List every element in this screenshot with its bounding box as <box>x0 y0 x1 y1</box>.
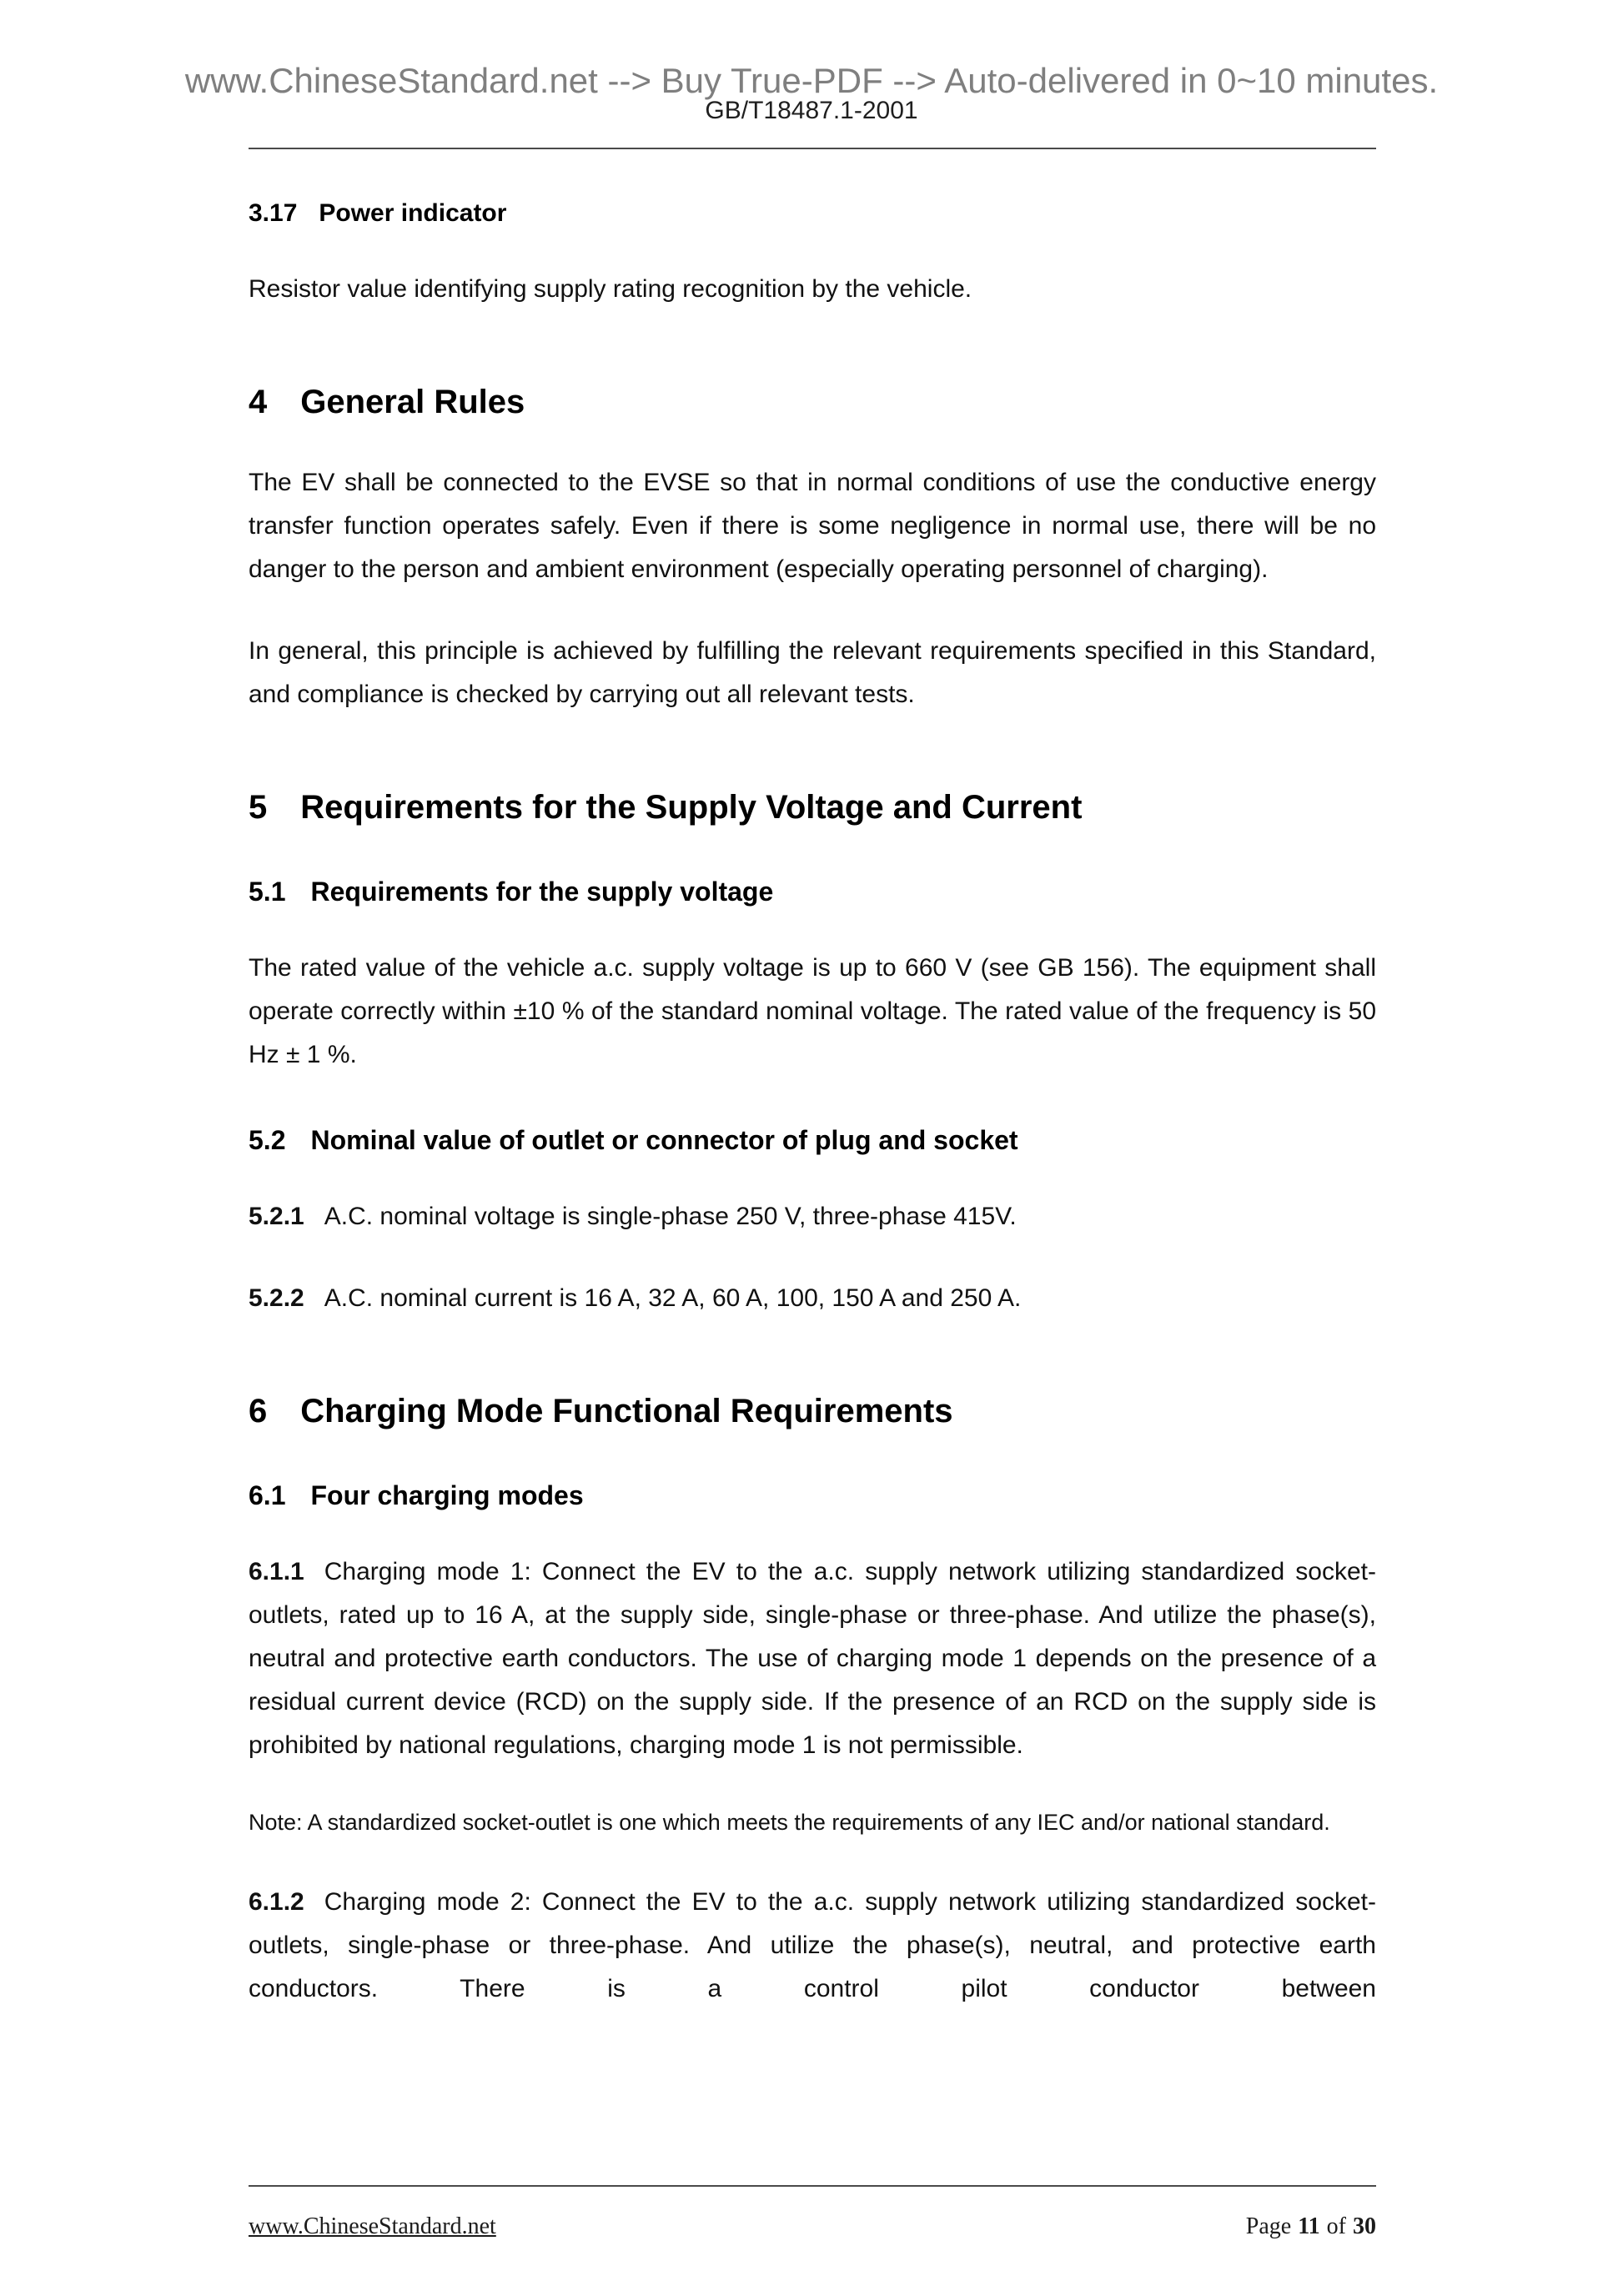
watermark-text: www.ChineseStandard.net --> Buy True-PDF --> Auto-delivered in 0~10 minutes. <box>184 61 1439 100</box>
section-heading-5-2 <box>249 1123 1376 1157</box>
page-header <box>0 0 1623 149</box>
section-title: Four charging modes <box>310 1480 584 1510</box>
clause-text: A.C. nominal voltage is single-phase 250 V, three-phase 415V. <box>324 1203 1017 1230</box>
clause-text: A.C. nominal current is 16 A, 32 A, 60 A, 100, 150 A and 250 A. <box>324 1284 1022 1312</box>
paragraph-5-2-2 <box>249 1277 1376 1320</box>
paragraph-6-1-2 <box>249 1881 1376 2011</box>
section-number: 6 <box>249 1393 268 1429</box>
page-indicator <box>1246 2213 1376 2240</box>
section-title: Power indicator <box>319 199 507 227</box>
section-heading-6-1 <box>249 1479 1376 1512</box>
section-number: 4 <box>249 384 268 420</box>
paragraph-4b: In general, this principle is achieved by fulfilling the relevant requirements specified in this Standard, and compliance is checked by carrying out all relevant tests. <box>249 637 1376 708</box>
footer-site-link[interactable]: www.ChineseStandard.net <box>249 2213 496 2239</box>
paragraph-6-1-1 <box>249 1550 1376 1767</box>
paragraph-5-1: The rated value of the vehicle a.c. supply voltage is up to 660 V (see GB 156). The equipment shall operate correctly within ±10 % of the standard nominal voltage. The rated value of the frequency is 50 Hz ± 1 %. <box>249 954 1376 1068</box>
section-heading-6 <box>249 1390 1376 1432</box>
section-title: Requirements for the supply voltage <box>310 877 774 907</box>
section-heading-5 <box>249 786 1376 828</box>
doc-number: GB/T18487.1-2001 <box>705 97 918 124</box>
section-number: 5.2 <box>249 1125 286 1155</box>
note-paragraph: Note: A standardized socket-outlet is one which meets the requirements of any IEC and/or national standard. <box>249 1810 1330 1835</box>
section-title: Nominal value of outlet or connector of plug and socket <box>310 1125 1018 1155</box>
section-number: 3.17 <box>249 199 298 227</box>
section-title: Charging Mode Functional Requirements <box>300 1393 953 1429</box>
clause-number: 5.2.1 <box>249 1203 304 1230</box>
of-word: of <box>1326 2213 1346 2239</box>
section-number: 5.1 <box>249 877 286 907</box>
page-footer <box>249 2185 1376 2240</box>
clause-text: Charging mode 2: Connect the EV to the a.c. supply network utilizing standardized socket-outlets, single-phase or three-phase. And utilize the phase(s), neutral, and protective earth conductors. There is a control pilot conductor between <box>249 1888 1376 2002</box>
paragraph-4a: The EV shall be connected to the EVSE so that in normal conditions of use the conductive energy transfer function operates safely. Even if there is some negligence in normal use, there will be no danger to the person and ambient environment (especially operating personnel of charging). <box>249 469 1376 583</box>
total-page-number: 30 <box>1353 2213 1376 2239</box>
paragraph-5-2-1 <box>249 1195 1376 1238</box>
section-number: 5 <box>249 789 268 826</box>
section-title: Requirements for the Supply Voltage and Current <box>300 789 1083 826</box>
section-heading-4 <box>249 381 1376 423</box>
clause-number: 5.2.2 <box>249 1284 304 1312</box>
section-heading-3-17 <box>249 198 1376 229</box>
section-title: General Rules <box>300 384 525 420</box>
section-number: 6.1 <box>249 1480 286 1510</box>
clause-number: 6.1.2 <box>249 1888 304 1916</box>
clause-number: 6.1.1 <box>249 1558 304 1585</box>
document-content <box>0 149 1623 2011</box>
page-word: Page <box>1245 2213 1292 2239</box>
paragraph-3-17: Resistor value identifying supply rating recognition by the vehicle. <box>249 275 972 303</box>
clause-text: Charging mode 1: Connect the EV to the a.c. supply network utilizing standardized socket-outlets, rated up to 16 A, at the supply side, single-phase or three-phase. And utilize the phase(s), neutral and protective earth conductors. The use of charging mode 1 depends on the presence of a residual current device (RCD) on the supply side. If the presence of an RCD on the supply side is prohibited by national regulations, charging mode 1 is not permissible. <box>249 1558 1376 1759</box>
current-page-number: 11 <box>1298 2213 1320 2239</box>
section-heading-5-1 <box>249 875 1376 908</box>
